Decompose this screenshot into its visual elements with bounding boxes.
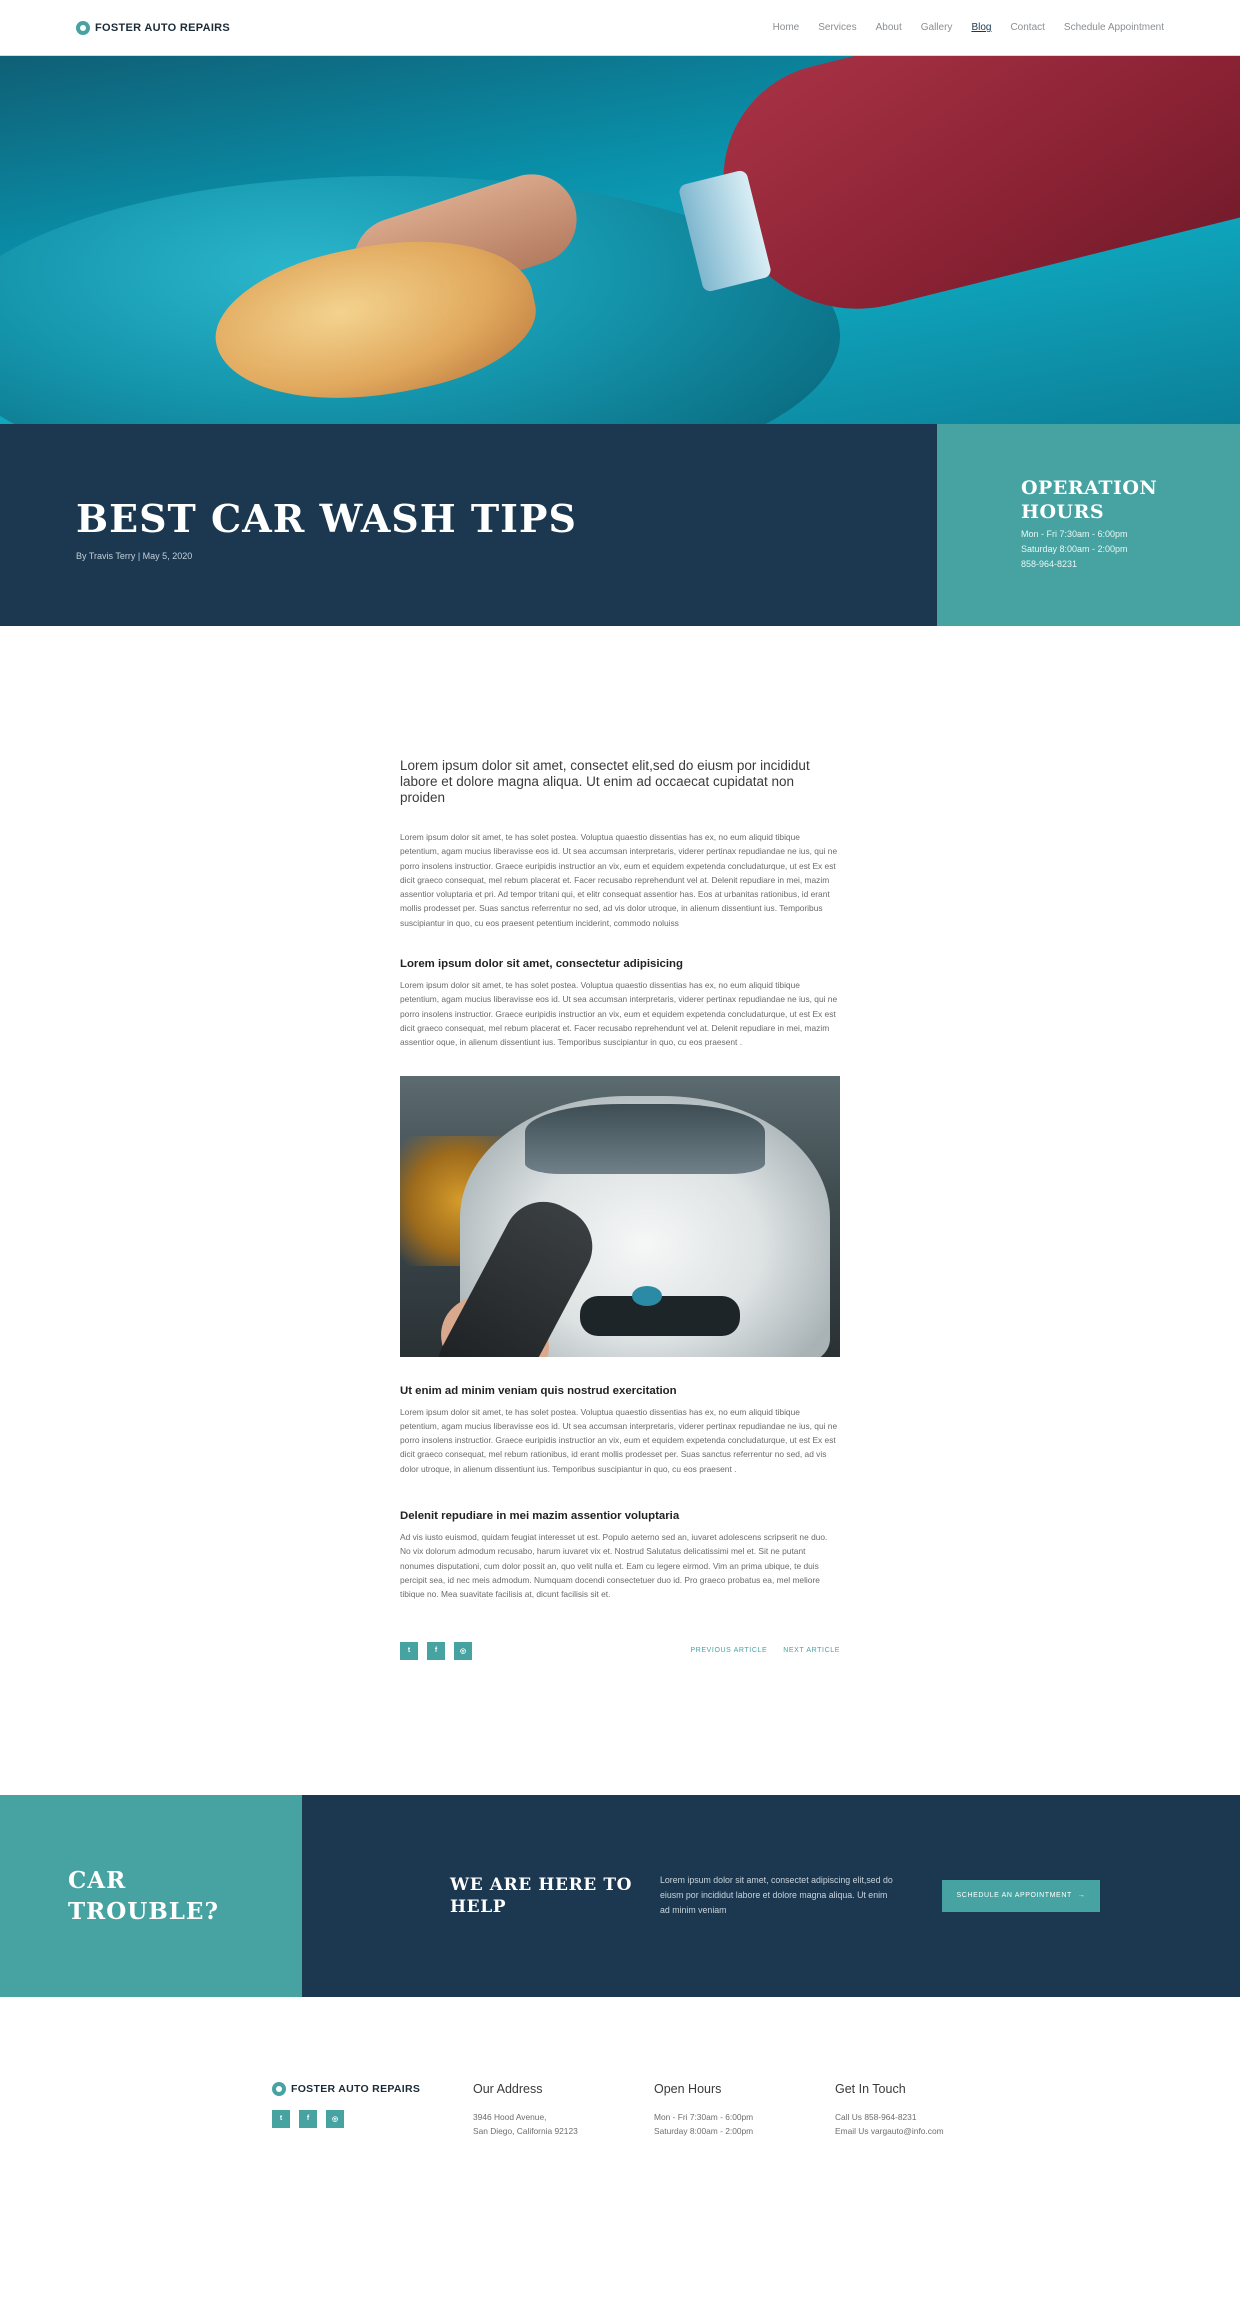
nav-schedule-appointment[interactable]: Schedule Appointment [1063,22,1164,33]
share-buttons [400,1642,472,1660]
footer-contact-text [835,2110,1016,2138]
facebook-icon[interactable]: f [427,1642,445,1660]
operation-hours-panel [937,424,1240,626]
car-trouble-title: CAR TROUBLE? [68,1866,219,1925]
next-article-link[interactable]: NEXT ARTICLE [783,1647,840,1655]
cta-heading: WE ARE HERE TO HELP [450,1874,633,1917]
car-wash-image [400,1076,840,1357]
cta-banner [0,1795,1240,1997]
nav-gallery[interactable]: Gallery [920,22,953,33]
arrow-right-icon: → [1077,1892,1086,1900]
gear-logo-icon [272,2082,286,2096]
site-header [0,0,1240,56]
grille-shape [580,1296,740,1336]
footer-logo[interactable] [272,2082,473,2096]
schedule-appointment-button[interactable] [942,1880,1100,1912]
hours-weekday: Mon - Fri 7:30am - 6:00pm [1021,529,1128,539]
hours-phone: 858-964-8231 [1021,559,1078,569]
address-line-1: 3946 Hood Avenue, [473,2111,547,2122]
nav-services[interactable]: Services [818,22,857,33]
footer-phone[interactable]: Call Us 858-964-8231 [835,2111,917,2122]
cta-text: Lorem ipsum dolor sit amet, consectet adipiscing elit,sed do eiusm por incididut labore et dolore magna aliqua. Ut enim ad minim veniam [660,1875,893,1916]
article-lead: Lorem ipsum dolor sit amet, consectet elit,sed do eiusm por incididut labore et dolore magna aliqua. Ut enim ad occaecat cupidatat non proiden [400,758,810,805]
facebook-icon[interactable]: f [299,2110,317,2128]
article-subheading-3: Delenit repudiare in mei mazim assentior voluptaria [400,1510,680,1523]
article-paragraph-4: Ad vis iusto euismod, quidam feugiat interesset ut est. Populo aeterno sed an, iuvaret adolescens scripserit ne duo. No vix dolorum admodum recusabo, harum iuvaret vix et. Nostrud Salutatus delicatissimi mel et. Sit ne putant nonumes disputationi, cum dolor possit an, quo velit nulla et. Eam cu legere eirmod. Vim an prima ubique, te duis percipit sea, id nec meis admodum. Numquam docendi consectetuer duo id. Pro graeco probatus ea, mel meliore tibique no. Mea suavitate facilisis at, dicunt facilisis sit et. [400,1532,828,1600]
footer-brand [272,2082,473,2138]
article-paragraph-2: Lorem ipsum dolor sit amet, te has solet postea. Voluptua quaestio dissentias has ex, no eum aliquid tibique petentium, agam mucius liberavisse eos id. Ut sea accumsan interpretaris, viderer pertinax repudiandae ne ius, qui ne porro insolens instructior. Graece euripidis instructior an vix, eum et equidem expetenda concludaturque, ut est Ex est dicit graeco consequat, mel rebum placerat et. Facer recusabo reprehendunt vel at. Delenit repudiare in mei, mazim assentior oque, in alienum dissentiunt ius. Temporibus suscipiantur in quo, cu eos praesent . [400,980,838,1048]
footer-brand-name: FOSTER AUTO REPAIRS [291,2082,421,2095]
footer-address-title: Our Address [473,2081,543,2096]
nav-about[interactable]: About [875,22,902,33]
footer-contact-title: Get In Touch [835,2081,906,2096]
footer-social [272,2110,473,2128]
hours-saturday: Saturday 8:00am - 2:00pm [1021,544,1128,554]
twitter-icon[interactable]: t [400,1642,418,1660]
cta-left-panel [0,1795,302,1997]
nav-contact[interactable]: Contact [1010,22,1045,33]
site-logo[interactable] [76,21,230,35]
page-title: BEST CAR WASH TIPS [76,496,577,541]
main-nav [773,22,1164,33]
article-pager [690,1647,840,1654]
gear-logo-icon [76,21,90,35]
footer-address [473,2082,654,2138]
footer-hours-saturday: Saturday 8:00am - 2:00pm [654,2125,754,2136]
article-subheading-2: Ut enim ad minim veniam quis nostrud exercitation [400,1384,677,1397]
twitter-icon[interactable]: t [272,2110,290,2128]
emblem-shape [632,1286,662,1306]
windshield-shape [525,1104,765,1174]
footer-hours [654,2082,835,2138]
hero-title-panel [0,424,937,626]
nav-blog[interactable]: Blog [971,22,992,33]
footer-hours-title: Open Hours [654,2081,722,2096]
brand-name: FOSTER AUTO REPAIRS [95,21,231,34]
footer-hours-text [654,2110,835,2138]
schedule-appointment-label: SCHEDULE AN APPOINTMENT [956,1892,1072,1900]
instagram-icon[interactable]: ◎ [326,2110,344,2128]
site-footer [0,1997,1240,2226]
blog-article [400,626,840,1660]
hero-image [0,56,1240,424]
footer-contact [835,2082,1016,2138]
post-meta: By Travis Terry | May 5, 2020 [76,551,193,561]
operation-hours-title: OPERATION HOURS [1021,477,1158,523]
article-paragraph-3: Lorem ipsum dolor sit amet, te has solet postea. Voluptua quaestio dissentias has ex, no eum aliquid tibique petentium, agam mucius liberavisse eos id. Ut sea accumsan interpretaris, viderer pertinax repudiandae ne ius, qui ne porro insolens instructior. Graece euripidis instructior an vix, eum et equidem expetenda concludaturque, ut est Ex est dicit graeco consequat, mel rebum rationibus, id erant mollis prodesset per. Suas sanctus referrentur no sed, ad vis dolor utroque, in alienum dissentiunt ius. Temporibus suscipiantur in quo, cu eos praesent . [400,1406,838,1474]
address-line-2: San Diego, California 92123 [473,2125,578,2136]
article-subheading-1: Lorem ipsum dolor sit amet, consectetur adipisicing [400,958,683,971]
article-footer [400,1642,840,1660]
nav-home[interactable]: Home [772,22,800,33]
hero-band [0,424,1240,626]
footer-email[interactable]: Email Us vargauto@info.com [835,2125,944,2136]
footer-address-text [473,2110,654,2138]
previous-article-link[interactable]: PREVIOUS ARTICLE [690,1647,768,1655]
footer-hours-weekday: Mon - Fri 7:30am - 6:00pm [654,2111,754,2122]
cta-right-panel [302,1795,1240,1997]
instagram-icon[interactable]: ◎ [454,1642,472,1660]
article-paragraph-1: Lorem ipsum dolor sit amet, te has solet postea. Voluptua quaestio dissentias has ex, no eum aliquid tibique petentium, agam mucius liberavisse eos id. Ut sea accumsan interpretaris, viderer pertinax repudiandae ne ius, qui ne porro insolens instructior. Graece euripidis instructior an vix, eum et equidem expetenda concludaturque, ut est Ex est dicit graeco consequat, mel rebum placerat et. Facer recusabo reprehendunt vel at. Delenit repudiare in mei, mazim assentior voluptaria et pri. Ad tempor tritani qui, et elitr consequat assentior has. Eos at urbanitas rationibus, id erant mollis prodesset per. Suas sanctus referrentur no sed, ad vis dolor utroque, in alienum dissentiunt ius. Temporibus suscipiantur in quo, cu eos praesent petentium inciderint, commodo noluiss [400,832,838,928]
